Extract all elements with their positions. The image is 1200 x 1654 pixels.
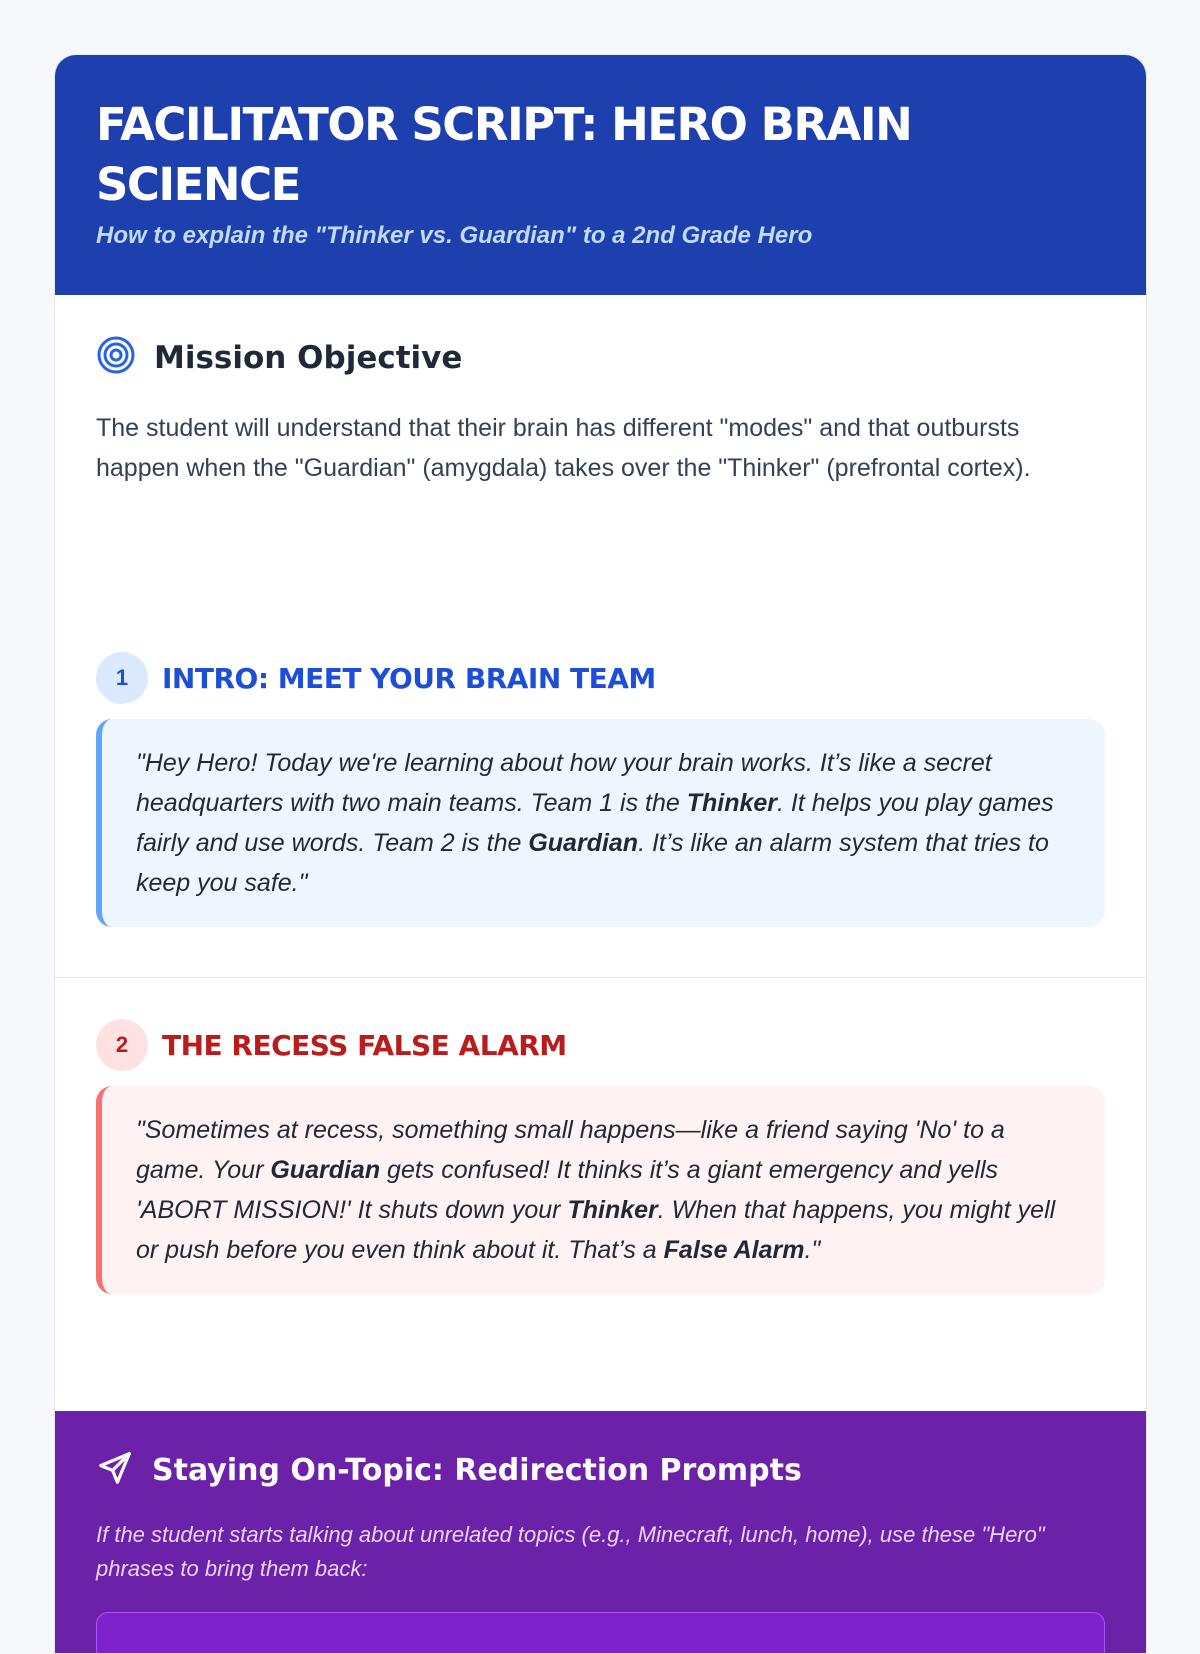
emphasis-text: Guardian bbox=[270, 1156, 381, 1184]
mission-objective-text: The student will understand that their brain has different "modes" and that outbursts happen when the "Guardian" (amygdala) takes over the "Thinker" (prefrontal cortex). bbox=[96, 414, 1031, 482]
target-icon bbox=[96, 335, 136, 380]
step-intro-section bbox=[55, 651, 1146, 977]
mission-objective-title: Mission Objective bbox=[154, 339, 463, 376]
emphasis-text: False Alarm bbox=[663, 1236, 805, 1264]
redirection-title: Staying On-Topic: Redirection Prompts bbox=[152, 1453, 802, 1488]
emphasis-text: Thinker bbox=[686, 789, 778, 817]
step-number-badge: 1 bbox=[96, 652, 148, 704]
step-title: THE RECESS FALSE ALARM bbox=[162, 1028, 567, 1062]
send-icon bbox=[96, 1449, 134, 1492]
redirection-text: If the student starts talking about unrelated topics (e.g., Minecraft, lunch, home), use these "Hero" phrases to bring them back: bbox=[96, 1522, 1045, 1581]
step-title: INTRO: MEET YOUR BRAIN TEAM bbox=[162, 661, 656, 695]
redirection-section bbox=[55, 1411, 1146, 1654]
page-subtitle: How to explain the "Thinker vs. Guardian" to a 2nd Grade Hero bbox=[96, 222, 813, 249]
emphasis-text: Thinker bbox=[567, 1196, 658, 1224]
mission-objective-section bbox=[55, 295, 1146, 651]
header bbox=[55, 55, 1146, 295]
script-quote: "Hey Hero! Today we're learning about how your brain works. It’s like a secret headquarters with two main teams. Team 1 is the Thinker. It helps you play games fairly and use words. Team 2 is the Guardian. It’s like an alarm system that tries to keep you safe." bbox=[96, 719, 1105, 927]
script-card bbox=[54, 54, 1147, 1654]
redirection-prompt-box bbox=[96, 1612, 1105, 1654]
step-false-alarm-section bbox=[55, 978, 1146, 1411]
script-quote: "Sometimes at recess, something small happens—like a friend saying 'No' to a game. Your Guardian gets confused! It thinks it’s a giant emergency and yells 'ABORT MISSION!' It shuts down your Thinker. When that happens, you might yell or push before you even think about it. That’s a False Alarm." bbox=[96, 1086, 1105, 1294]
emphasis-text: Guardian bbox=[528, 829, 639, 857]
step-number-badge: 2 bbox=[96, 1019, 148, 1071]
page-title: FACILITATOR SCRIPT: HERO BRAIN SCIENCE bbox=[96, 98, 912, 211]
